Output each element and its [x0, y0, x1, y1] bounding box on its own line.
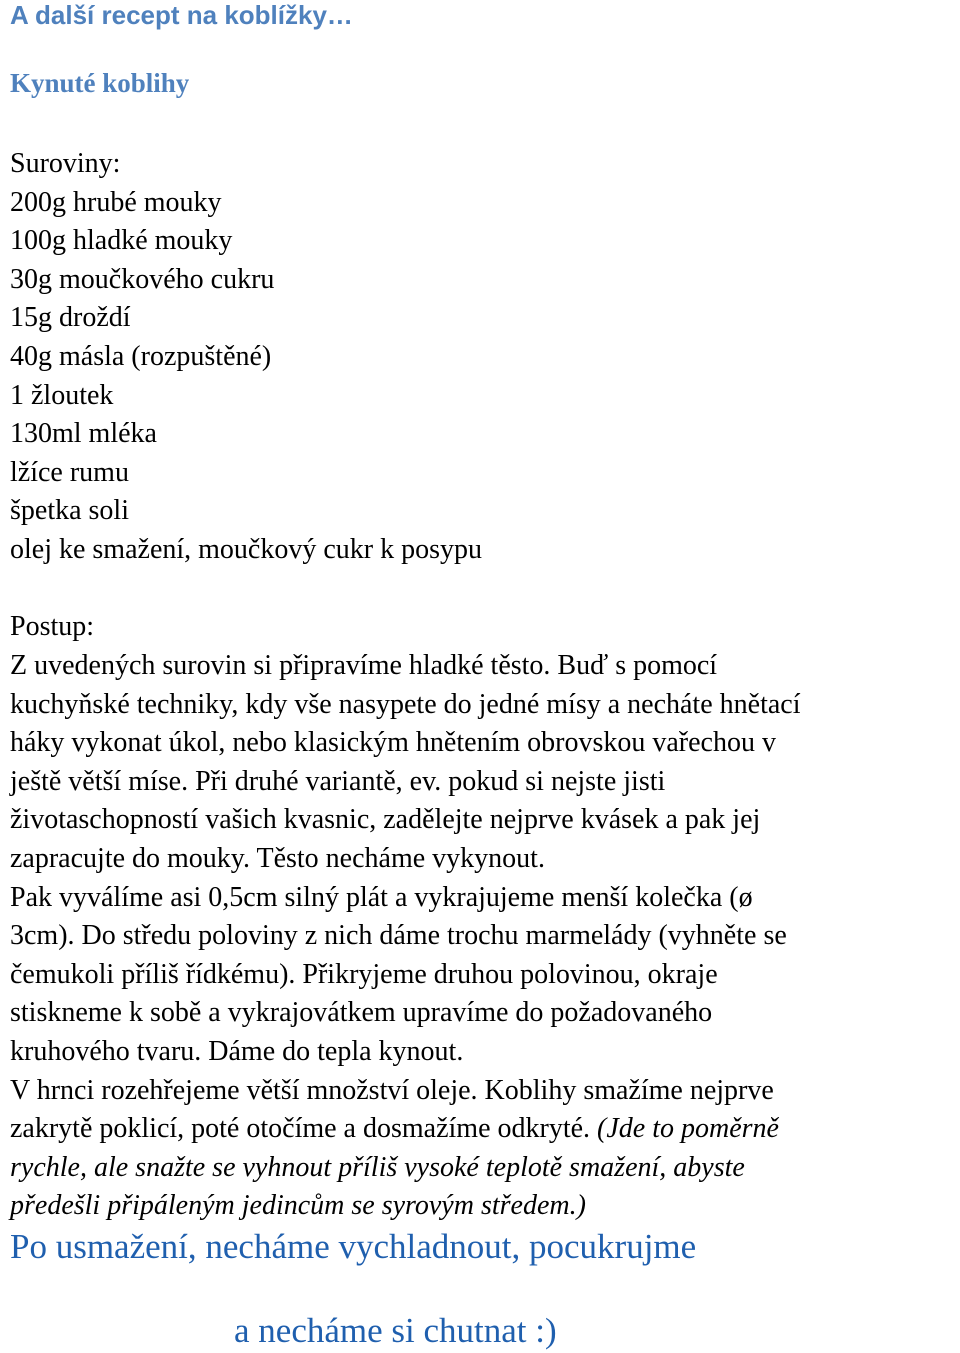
procedure-note-line: rychle, ale snažte se vyhnout příliš vysoké teplotě smažení, abyste — [10, 1151, 745, 1183]
ingredient-item: 40g másla (rozpuštěné) — [10, 340, 272, 372]
ingredient-item: lžíce rumu — [10, 456, 129, 488]
procedure-note-text: (Jde to poměrně — [597, 1113, 779, 1145]
procedure-line: V hrnci rozehřejeme větší množství oleje. Koblihy smažíme nejprve — [10, 1074, 774, 1106]
procedure-line: životaschopností vašich kvasnic, zadělejte nejprve kvásek a pak jej — [10, 804, 761, 836]
procedure-line: Z uvedených surovin si připravíme hladké těsto. Buď s pomocí — [10, 650, 718, 681]
procedure-line: kruhového tvaru. Dáme do tepla kynout. — [10, 1035, 464, 1067]
procedure-text — [10, 647, 800, 1226]
procedure-line: Pak vyválíme asi 0,5cm silný plát a vykrajujeme menší kolečka (ø — [10, 881, 753, 913]
procedure-line: čemukoli příliš řídkému). Přikryjeme druhou polovinou, okraje — [10, 958, 718, 990]
closing-line: Po usmažení, necháme vychladnout, pocukrujme — [10, 1227, 697, 1266]
ingredient-item: 130ml mléka — [10, 418, 157, 450]
closing-line: a necháme si chutnat :) — [234, 1311, 557, 1350]
procedure-line: stiskneme k sobě a vykrajovátkem upravíme do požadovaného — [10, 997, 713, 1029]
ingredient-item: 15g droždí — [10, 302, 131, 334]
ingredients-heading: Suroviny: — [10, 148, 121, 179]
procedure-line: zapracujte do mouky. Těsto necháme vykynout. — [10, 842, 545, 874]
recipe-name: Kynuté koblihy — [10, 68, 190, 98]
procedure-heading: Postup: — [10, 611, 95, 642]
page-title: A další recept na koblížky… — [10, 0, 353, 30]
procedure-line: 3cm). Do středu poloviny z nich dáme trochu marmelády (vyhněte se — [10, 920, 787, 952]
procedure-line: háky vykonat úkol, nebo klasickým hnětením obrovskou vařechou v — [10, 727, 776, 759]
ingredient-item: 200g hrubé mouky — [10, 186, 222, 218]
ingredient-item: 30g moučkového cukru — [10, 263, 275, 295]
ingredient-item: olej ke smažení, moučkový cukr k posypu — [10, 533, 483, 565]
ingredients-list — [10, 184, 482, 570]
procedure-line: ještě větší míse. Při druhé variantě, ev. pokud si nejste jisti — [10, 765, 666, 797]
ingredient-item: 1 žloutek — [10, 379, 114, 411]
procedure-line: kuchyňské techniky, kdy vše nasypete do jedné mísy a necháte hnětací — [10, 688, 801, 720]
procedure-note-line: předešli připáleným jedincům se syrovým středem.) — [10, 1190, 586, 1222]
procedure-line-mixed — [10, 1110, 800, 1149]
ingredient-item: špetka soli — [10, 495, 129, 527]
ingredient-item: 100g hladké mouky — [10, 225, 233, 257]
procedure-line-text: zakrytě poklicí, poté otočíme a dosmažíme odkryté. — [10, 1113, 598, 1145]
